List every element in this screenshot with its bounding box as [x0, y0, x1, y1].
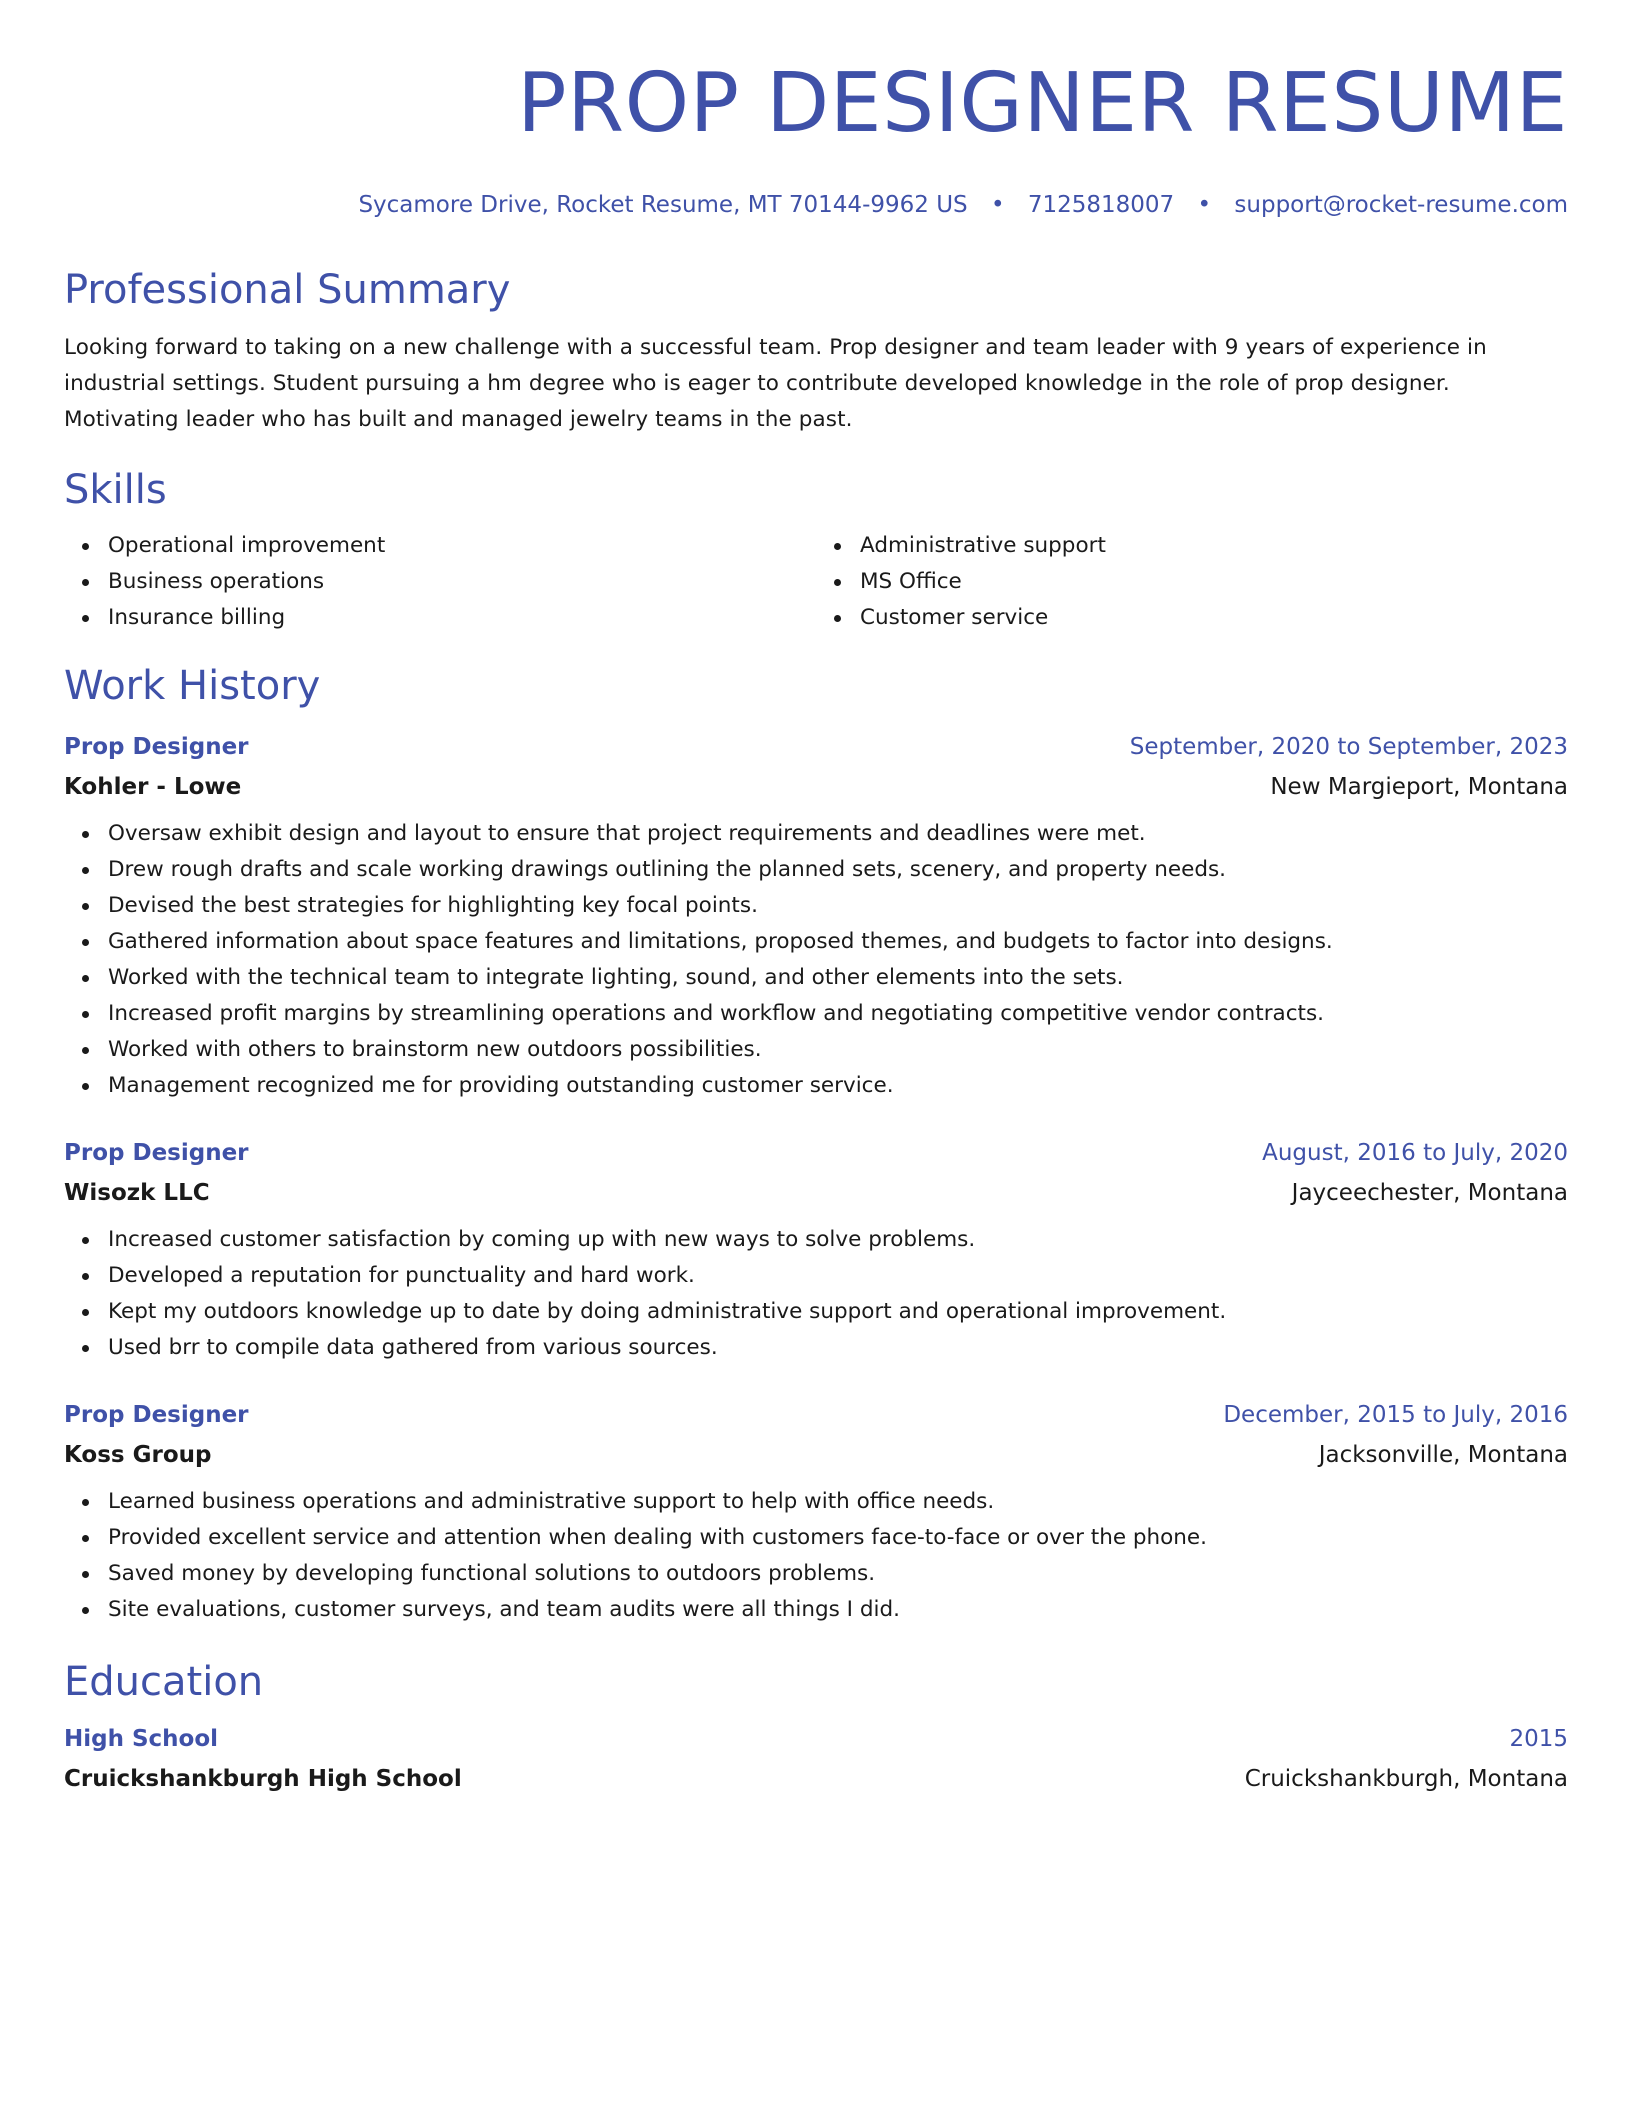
job-company-row: [64, 1430, 1568, 1470]
job-title: Prop Designer: [64, 1140, 249, 1166]
resume-title: PROP DESIGNER RESUME: [517, 56, 1568, 151]
job-bullet: Site evaluations, customer surveys, and team audits were all things I did.: [108, 1592, 1568, 1628]
skill-item: Insurance billing: [108, 600, 816, 636]
job-header-row: [64, 1138, 1568, 1168]
contact-phone: 7125818007: [1027, 192, 1175, 218]
job-dates: September, 2020 to September, 2023: [1129, 734, 1568, 760]
contact-line: [64, 190, 1568, 220]
skill-item: MS Office: [860, 564, 1568, 600]
contact-email: support@rocket-resume.com: [1234, 192, 1568, 218]
contact-address: Sycamore Drive, Rocket Resume, MT 70144-9962 US: [358, 192, 968, 218]
job-company-row: [64, 762, 1568, 802]
education-header-row: [64, 1724, 1568, 1754]
job-bullet: Worked with others to brainstorm new outdoors possibilities.: [108, 1032, 1568, 1068]
job-bullet: Gathered information about space features and limitations, proposed themes, and budgets to factor into designs.: [108, 924, 1568, 960]
skills-grid: [64, 528, 1568, 636]
job-company: Kohler - Lowe: [64, 774, 242, 800]
skills-column-left: [64, 528, 816, 636]
job-entry: [64, 732, 1568, 1104]
skill-item: Operational improvement: [108, 528, 816, 564]
skill-item: Administrative support: [860, 528, 1568, 564]
job-location: New Margieport, Montana: [1270, 774, 1568, 800]
job-entry: [64, 1400, 1568, 1628]
skill-item: Customer service: [860, 600, 1568, 636]
job-title: Prop Designer: [64, 1402, 249, 1428]
summary-heading: Professional Summary: [64, 267, 511, 313]
job-bullet: Learned business operations and administrative support to help with office needs.: [108, 1484, 1568, 1520]
job-bullet: Oversaw exhibit design and layout to ensure that project requirements and deadlines were met.: [108, 816, 1568, 852]
education-school-row: [64, 1754, 1568, 1794]
job-company-row: [64, 1168, 1568, 1208]
education-school: Cruickshankburgh High School: [64, 1766, 462, 1792]
job-bullets: [64, 1222, 1568, 1366]
skill-item: Business operations: [108, 564, 816, 600]
job-bullet: Drew rough drafts and scale working drawings outlining the planned sets, scenery, and property needs.: [108, 852, 1568, 888]
education-entry: [64, 1724, 1568, 1794]
job-header-row: [64, 732, 1568, 762]
job-company: Wisozk LLC: [64, 1180, 210, 1206]
job-bullets: [64, 816, 1568, 1104]
job-bullet: Worked with the technical team to integrate lighting, sound, and other elements into the sets.: [108, 960, 1568, 996]
job-dates: December, 2015 to July, 2016: [1223, 1402, 1568, 1428]
job-bullet: Increased profit margins by streamlining operations and workflow and negotiating competitive vendor contracts.: [108, 996, 1568, 1032]
contact-separator: •: [990, 192, 1005, 218]
job-dates: August, 2016 to July, 2020: [1262, 1140, 1568, 1166]
job-entry: [64, 1138, 1568, 1366]
job-location: Jacksonville, Montana: [1318, 1442, 1568, 1468]
job-bullet: Saved money by developing functional solutions to outdoors problems.: [108, 1556, 1568, 1592]
job-bullet: Management recognized me for providing outstanding customer service.: [108, 1068, 1568, 1104]
education-degree: High School: [64, 1726, 219, 1752]
contact-separator: •: [1197, 192, 1212, 218]
job-location: Jayceechester, Montana: [1291, 1180, 1568, 1206]
job-header-row: [64, 1400, 1568, 1430]
education-year: 2015: [1509, 1726, 1568, 1752]
summary-text: Looking forward to taking on a new challenge with a successful team. Prop designer and team leader with 9 years of experience in industrial settings. Student pursuing a hm degree who is eager to contribute developed knowledge in the role of prop designer. Motivating leader who has built and managed jewelry teams in the past.: [64, 335, 1487, 432]
skills-heading: Skills: [64, 467, 167, 513]
job-bullets: [64, 1484, 1568, 1628]
job-bullet: Increased customer satisfaction by coming up with new ways to solve problems.: [108, 1222, 1568, 1258]
education-location: Cruickshankburgh, Montana: [1244, 1766, 1568, 1792]
job-bullet: Provided excellent service and attention when dealing with customers face-to-face or over the phone.: [108, 1520, 1568, 1556]
education-heading: Education: [64, 1659, 264, 1705]
job-company: Koss Group: [64, 1442, 212, 1468]
skills-column-right: [816, 528, 1568, 636]
job-title: Prop Designer: [64, 734, 249, 760]
work-history-heading: Work History: [64, 663, 321, 709]
job-bullet: Kept my outdoors knowledge up to date by doing administrative support and operational improvement.: [108, 1294, 1568, 1330]
job-bullet: Devised the best strategies for highlighting key focal points.: [108, 888, 1568, 924]
job-bullet: Used brr to compile data gathered from various sources.: [108, 1330, 1568, 1366]
job-bullet: Developed a reputation for punctuality and hard work.: [108, 1258, 1568, 1294]
